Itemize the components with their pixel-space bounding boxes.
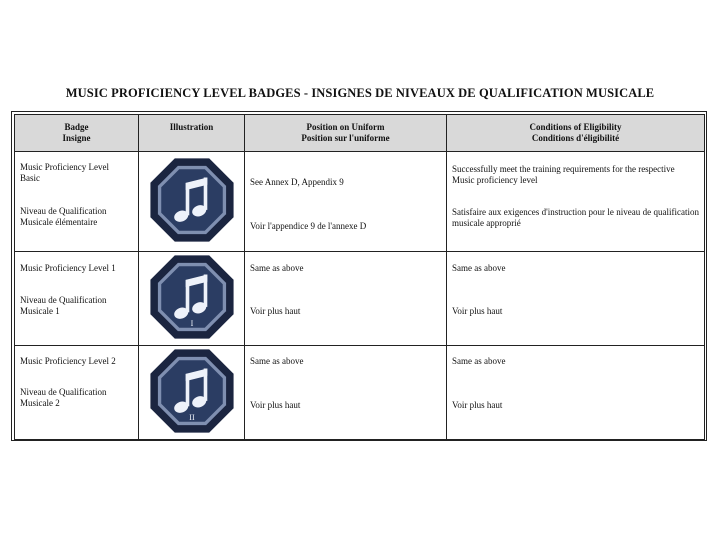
- header-illustration: [139, 115, 245, 152]
- badge-name-en-line1: Music Proficiency Level 2: [20, 356, 116, 366]
- badges-table: [14, 114, 705, 440]
- conditions-en: Same as above: [452, 263, 506, 273]
- badge-name-fr-line2: Musicale 2: [20, 398, 60, 408]
- illustration-cell: [139, 346, 245, 440]
- badge-name-en-line1: Music Proficiency Level 1: [20, 263, 116, 273]
- position-en: Same as above: [250, 263, 304, 273]
- conditions-fr: Voir plus haut: [452, 400, 503, 410]
- badge-name-fr-line2: Musicale 1: [20, 306, 60, 316]
- badge-level-numeral: I: [190, 318, 193, 328]
- page-title: MUSIC PROFICIENCY LEVEL BADGES - INSIGNES DE NIVEAUX DE QUALIFICATION MUSICALE: [65, 86, 655, 100]
- badge-name-en-line2: Basic: [20, 173, 40, 183]
- header-position-en: Position on Uniform: [306, 122, 385, 132]
- music-note-badge-level-1-icon: [147, 252, 237, 342]
- music-note-badge-level-2-icon: [147, 346, 237, 436]
- music-note-badge-icon: [147, 155, 237, 245]
- header-position: [245, 115, 447, 152]
- badge-level-numeral: II: [188, 412, 195, 422]
- header-badge-en: Badge: [64, 122, 89, 132]
- header-conditions-fr: Conditions d'éligibilité: [531, 133, 620, 143]
- header-badge-fr: Insigne: [62, 133, 91, 143]
- position-fr: Voir l'appendice 9 de l'annexe D: [250, 221, 367, 231]
- badge-name-fr-line1: Niveau de Qualification: [20, 387, 107, 397]
- position-fr: Voir plus haut: [250, 400, 301, 410]
- header-position-fr: Position sur l'uniforme: [301, 133, 390, 143]
- conditions-fr: Voir plus haut: [452, 306, 503, 316]
- position-cell: [245, 152, 447, 252]
- conditions-cell: [447, 346, 705, 440]
- header-badge: [15, 115, 139, 152]
- badge-name-cell: [15, 152, 139, 252]
- position-en: See Annex D, Appendix 9: [250, 177, 344, 187]
- conditions-en: Successfully meet the training requirements for the respective Music proficiency level: [452, 164, 675, 185]
- badge-name-fr-line1: Niveau de Qualification: [20, 295, 107, 305]
- badge-name-en-line1: Music Proficiency Level: [20, 162, 109, 172]
- illustration-cell: [139, 152, 245, 252]
- position-cell: [245, 346, 447, 440]
- header-conditions: [447, 115, 705, 152]
- table-row: [15, 152, 705, 252]
- table-row: [15, 252, 705, 346]
- header-illustration-label: Illustration: [169, 122, 214, 132]
- header-conditions-en: Conditions of Eligibility: [529, 122, 622, 132]
- position-fr: Voir plus haut: [250, 306, 301, 316]
- table-row: [15, 346, 705, 440]
- badge-name-cell: [15, 346, 139, 440]
- illustration-cell: [139, 252, 245, 346]
- position-en: Same as above: [250, 356, 304, 366]
- badge-name-cell: [15, 252, 139, 346]
- badge-name-fr-line1: Niveau de Qualification: [20, 206, 107, 216]
- table-header-row: [15, 115, 705, 152]
- badge-name-fr-line2: Musicale élémentaire: [20, 217, 98, 227]
- conditions-en: Same as above: [452, 356, 506, 366]
- position-cell: [245, 252, 447, 346]
- conditions-cell: [447, 252, 705, 346]
- badge-inner-octagon: [161, 169, 223, 231]
- conditions-cell: [447, 152, 705, 252]
- conditions-fr: Satisfaire aux exigences d'instruction pour le niveau de qualification musicale approprié: [452, 207, 699, 228]
